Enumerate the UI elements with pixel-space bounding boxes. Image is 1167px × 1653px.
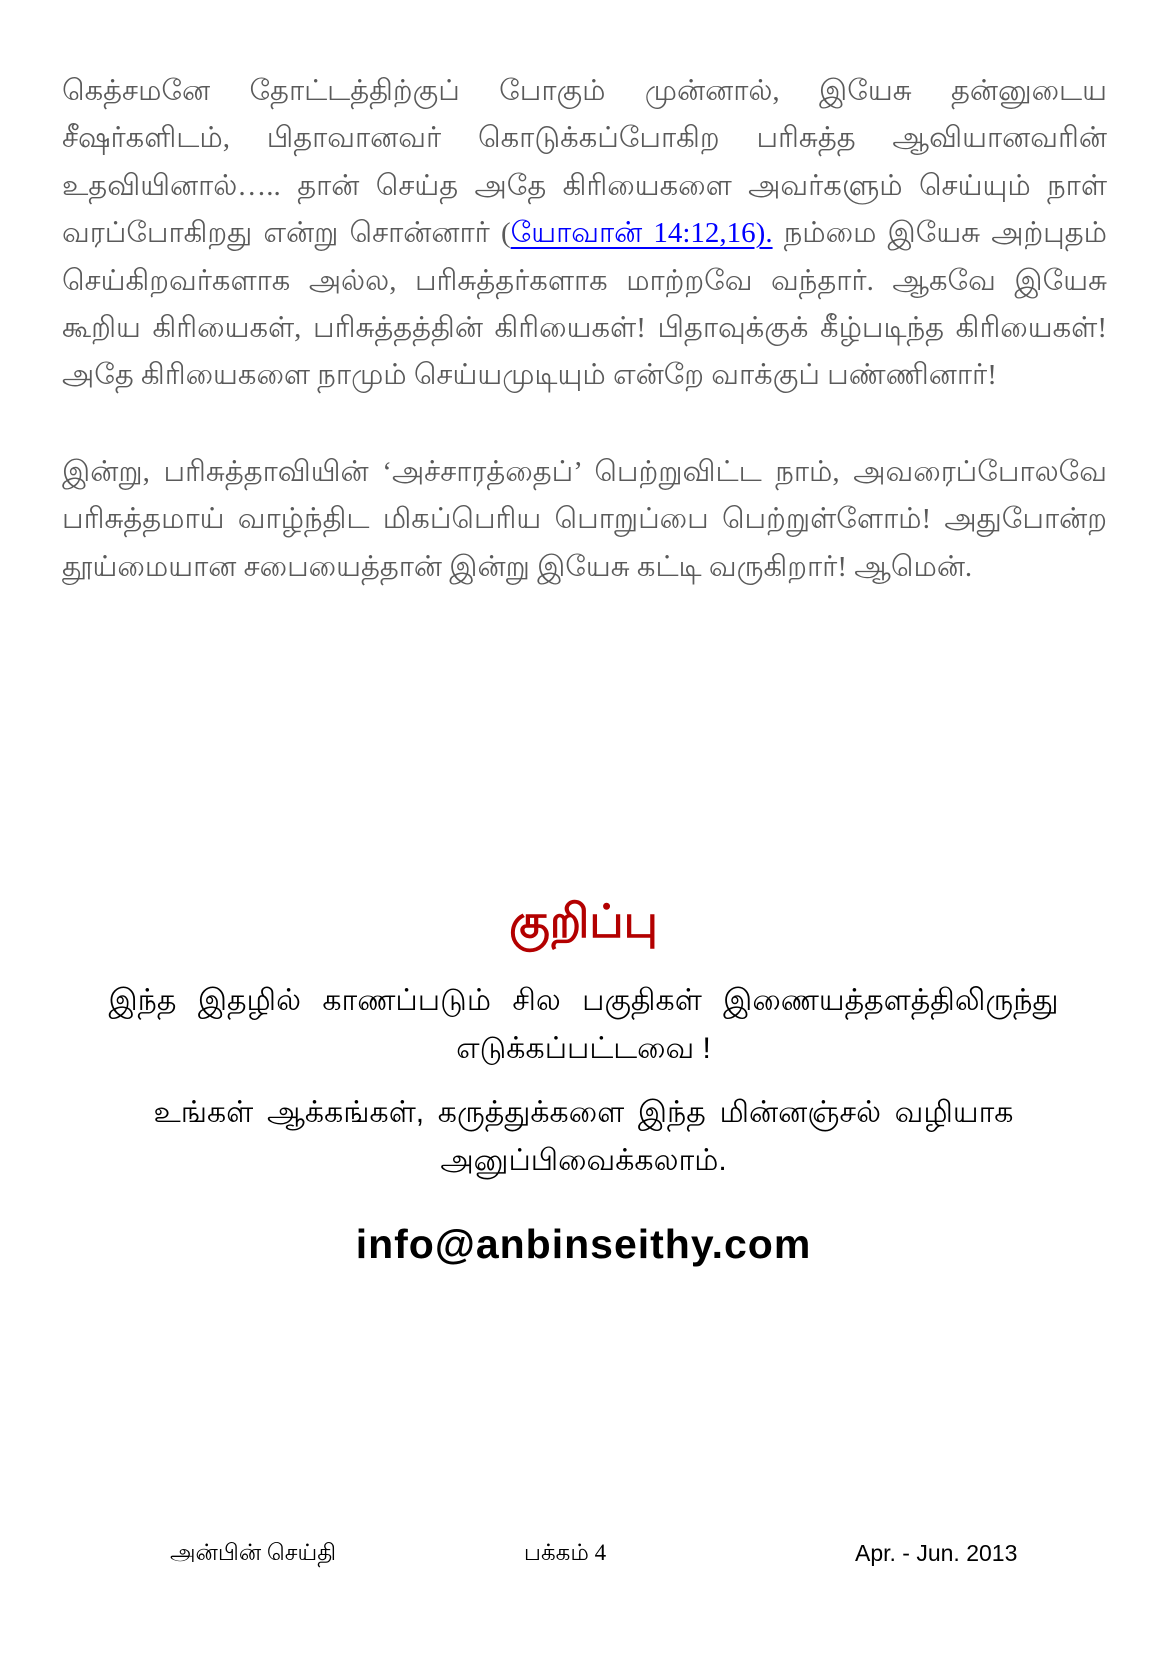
- note-paragraph-2-line-1: உங்கள் ஆக்கங்கள், கருத்துக்களை இந்த மின்னஞ்சல் வழியாக: [153, 1095, 1014, 1129]
- note-paragraph-2-line-2: அனுப்பிவைக்கலாம்.: [440, 1143, 727, 1177]
- footer-date: Apr. - Jun. 2013: [855, 1540, 1018, 1566]
- footer-publication-name: அன்பின் செய்தி: [170, 1540, 337, 1565]
- paragraph-1: [62, 68, 1107, 400]
- bible-reference-link[interactable]: யோவான் 14:12,16).: [510, 217, 773, 250]
- paragraph-1-text-before-link: கெத்சமனே தோட்டத்திற்குப் போகும் முன்னால், இயேசு தன்னுடைய சீஷர்களிடம், பிதாவானவர் கொடுக்கப்போகிற பரிசுத்த ஆவியானவரின் உதவியினால்….. தான் செய்த அதே கிரியைகளை அவர்களும் செய்யும் நாள் வரப்போகிறது என்று சொன்னார் (: [62, 75, 1107, 250]
- note-section: [0, 896, 1167, 1268]
- email-address: info@anbinseithy.com: [355, 1220, 812, 1267]
- article-body: [62, 68, 1107, 591]
- page-footer: [0, 1540, 1167, 1576]
- paragraph-2: இன்று, பரிசுத்தாவியின் ‘அச்சாரத்தைப்’ பெற்றுவிட்ட நாம், அவரைப்போலவே பரிசுத்தமாய் வாழ்ந்திட மிகப்பெரிய பொறுப்பை பெற்றுள்ளோம்! அதுபோன்ற தூய்மையான சபையைத்தான் இன்று இயேசு கட்டி வருகிறார்! ஆமென்.: [62, 455, 1107, 583]
- note-paragraph-1-line-2: எடுக்கப்பட்டவை !: [456, 1031, 711, 1065]
- note-paragraph-2: [0, 1089, 1167, 1185]
- footer-page-number: பக்கம் 4: [523, 1540, 607, 1565]
- paragraph-1-text-after-link: நம்மை இயேசு அற்புதம் செய்கிறவர்களாக அல்ல, பரிசுத்தர்களாக மாற்றவே வந்தார். ஆகவே இயேசு கூறிய கிரியைகள், பரிசுத்தத்தின் கிரியைகள்! பிதாவுக்குக் கீழ்படிந்த கிரியைகள்! அதே கிரியைகளை நாமும் செய்யமுடியும் என்றே வாக்குப் பண்ணினார்!: [62, 217, 1107, 392]
- note-paragraph-1: [0, 977, 1167, 1073]
- note-paragraph-1-line-1: இந்த இதழில் காணப்படும் சில பகுதிகள் இணையத்தளத்திலிருந்து: [108, 983, 1059, 1017]
- note-heading: குறிப்பு: [509, 895, 658, 947]
